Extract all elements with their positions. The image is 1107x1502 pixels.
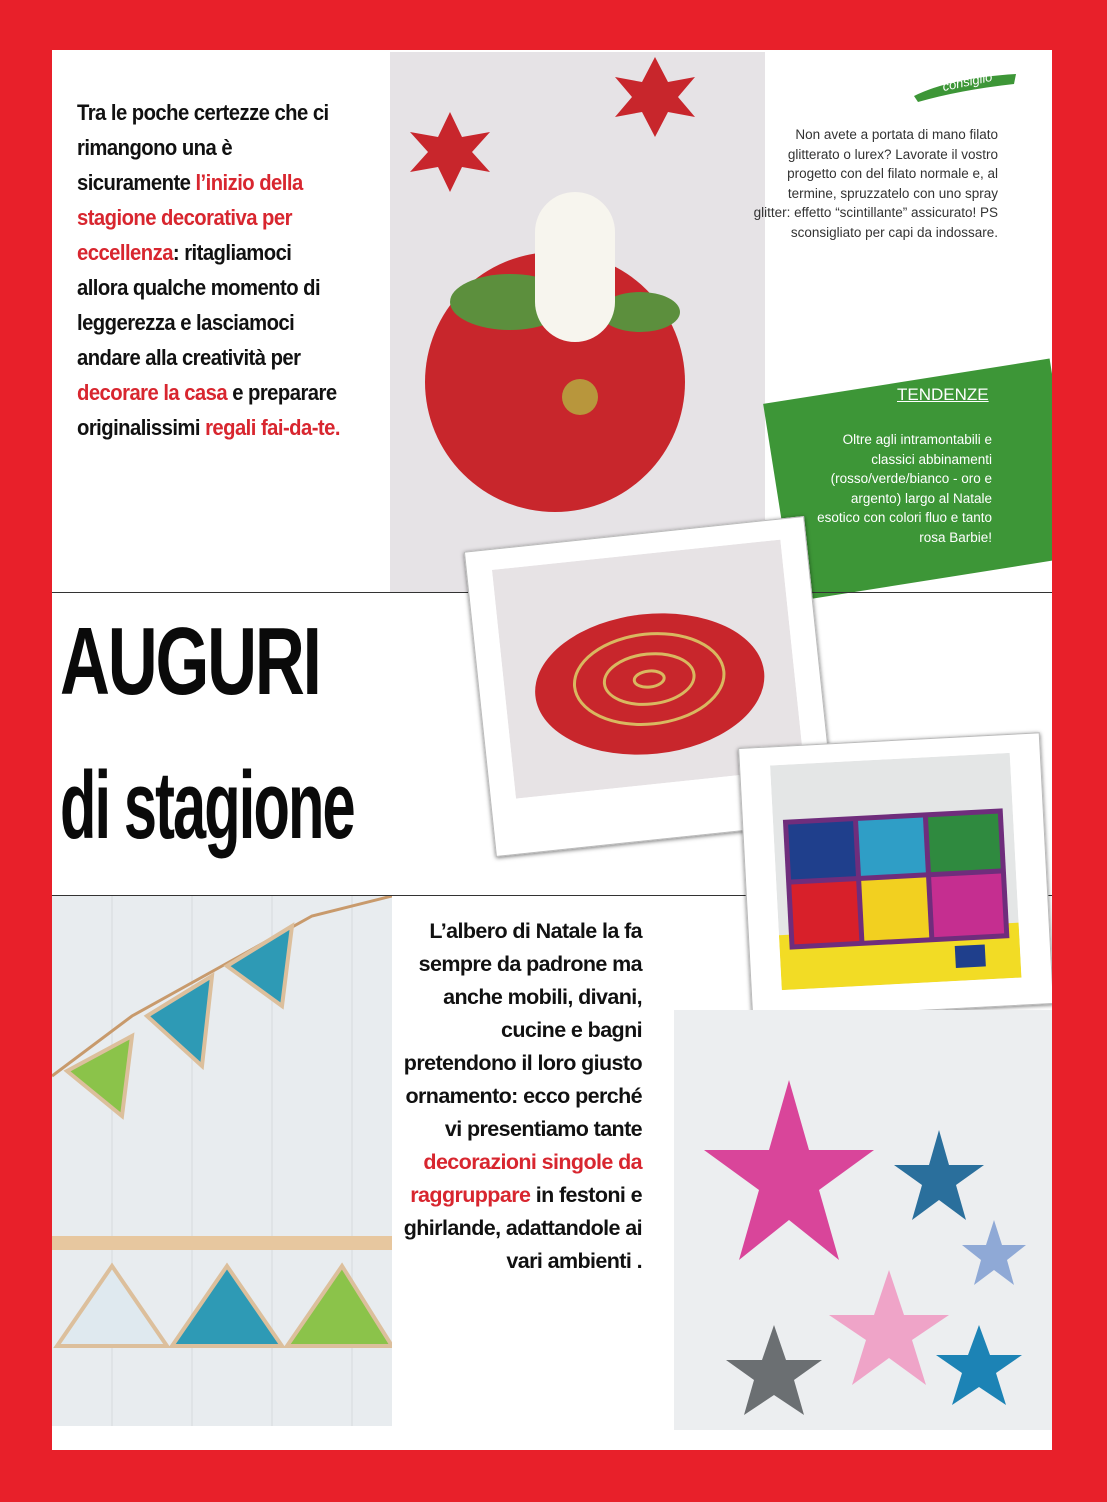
body-text-2: [392, 915, 642, 1278]
trend-title: TENDENZE: [897, 385, 989, 404]
intro-highlight: l’inizio della stagione decorativa per eccellenza: [77, 170, 303, 265]
body-highlight: decorazioni singole da raggruppare: [410, 1150, 642, 1207]
tree-garland-photo: [52, 896, 392, 1426]
tip-text: Non avete a portata di mano filato glitterato o lurex? Lavorate il vostro progetto con del filato normale e, al termine, spruzzatelo con uno spray glitter: effetto “scintillante” assicurato! PS sconsigliato per capi da indossare.: [753, 127, 998, 240]
poinsettia-centerpiece-photo: [390, 52, 765, 592]
body-text-part: in festoni e ghirlande, adattandole ai vari ambienti .: [403, 1183, 642, 1273]
consiglio-badge-label: consiglio: [940, 68, 994, 95]
bottom-margin: [52, 1430, 1052, 1450]
intro-text: [77, 95, 347, 445]
crochet-stars-photo: [674, 1010, 1052, 1430]
trend-text: Oltre agli intramontabili e classici abbinamenti (rosso/verde/bianco - oro e argento) largo al Natale esotico con colori fluo e tanto rosa Barbie!: [817, 432, 992, 545]
intro-text-part: Tra le poche certezze che ci rimangono una è sicuramente: [77, 100, 329, 195]
magazine-page: [52, 50, 1052, 1450]
intro-text-part: e preparare originalissimi: [77, 380, 337, 440]
page-title-line1: AUGURI: [60, 608, 320, 715]
intro-highlight: regali fai-da-te.: [205, 415, 340, 440]
pillow-photo: [770, 753, 1021, 990]
body-text-part: L’albero di Natale la fa sempre da padrone ma anche mobili, divani, cucine e bagni pretendono il loro giusto ornamento: ecco perché vi presentiamo tante: [403, 919, 642, 1141]
page-title-line2: di stagione: [60, 752, 354, 859]
polaroid-frame-pillow: [738, 732, 1052, 1019]
intro-highlight: decorare la casa: [77, 380, 228, 405]
intro-text-part: : ritagliamoci allora qualche momento di leggerezza e lasciamoci andare alla creatività per: [77, 240, 321, 370]
